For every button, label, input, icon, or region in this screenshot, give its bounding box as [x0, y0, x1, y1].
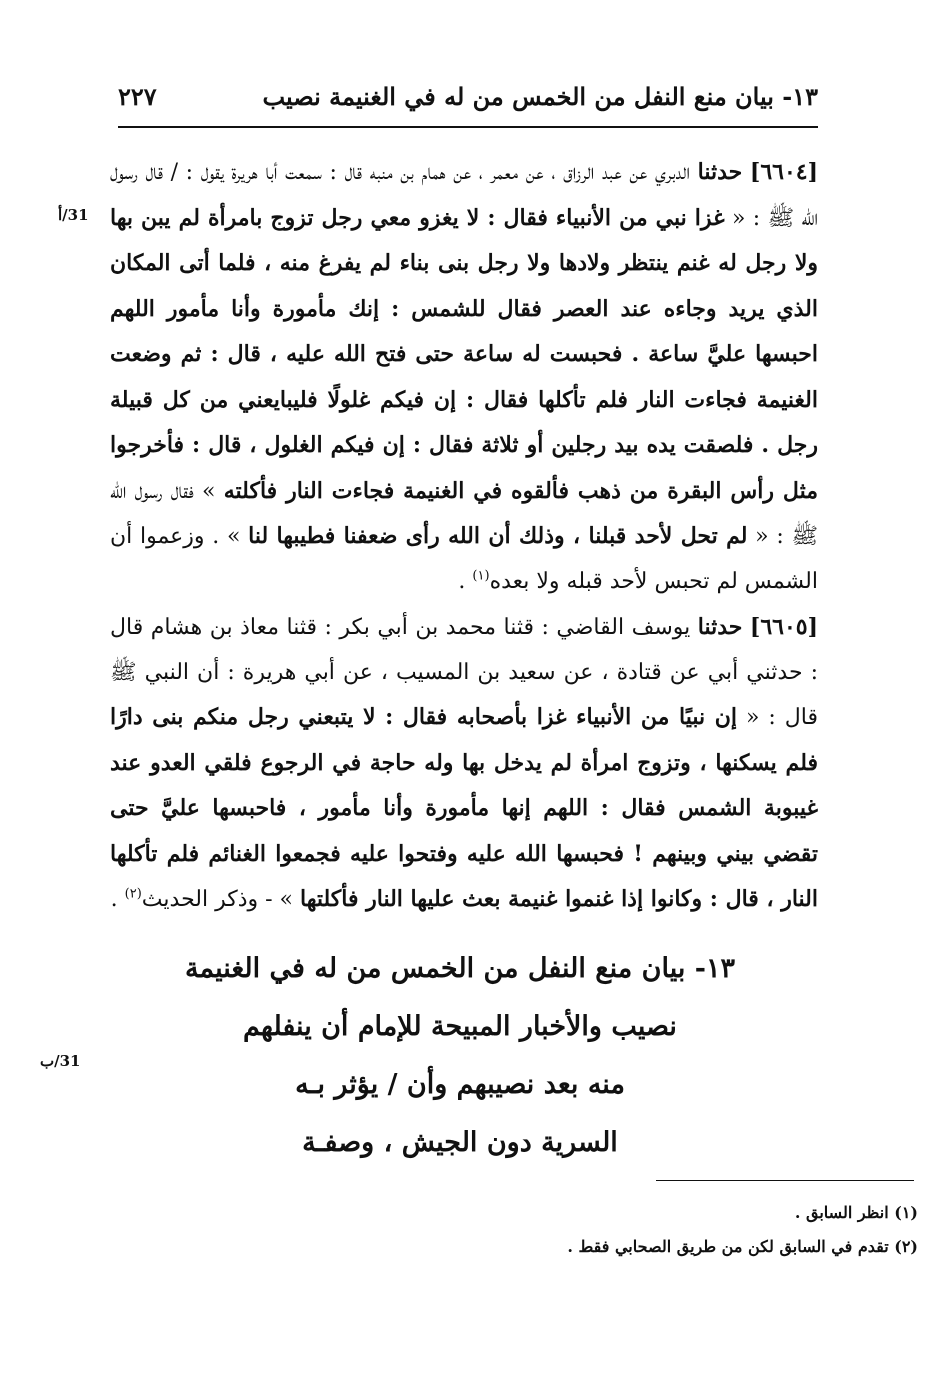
footnote-reference: (١): [472, 568, 490, 584]
hadith-intro: حدثنا: [697, 159, 743, 185]
hadith-tail: » - وذكر الحديث: [141, 887, 293, 912]
footnote-rule: [656, 1180, 914, 1181]
hadith-matn: غزا نبي من الأنبياء فقال : لا يغزو معي رجل تزوج بامرأة لم يبن بها ولا رجل له غنم ينتظر ولادها ولا رجل بنى بناء لم يفرغ منه ، فلما أتى المكان الذي يريد وجاءه عند العصر فقال للشمس : إنك مأمورة وأنا مأمور اللهم احبسها عليَّ ساعة . فحبست له ساعة حتى فتح الله عليه ، قال : ثم وضعت الغنيمة فجاءت النار فلم تأكلها فقال : إن فيكم غلولًا فليبايعني من كل قبيلة رجل . فلصقت يده بيد رجلين أو ثلاثة فقال : إن فيكم الغلول ، قال : فأخرجوا مثل رأس البقرة من ذهب فألقوه في الغنيمة فجاءت النار فأكلته: [110, 204, 818, 504]
hadith-6604: [110, 150, 818, 604]
chapter-heading-line: نصيب والأخبار المبيحة للإمام أن ينفلهم: [243, 1011, 677, 1042]
hadith-isnad: يوسف القاضي : قثنا محمد بن أبي بكر : قثنا معاذ بن هشام قال : حدثني أبي عن قتادة ، عن سعيد بن المسيب ، عن أبي هريرة : أن النبي ﷺ قال : «: [110, 615, 819, 730]
hadith-intro: حدثنا: [697, 614, 743, 640]
chapter-heading-line: ١٣- بيان منع النفل من الخمس من له في الغنيمة: [185, 953, 735, 984]
hadith-tail: » . وزعموا أن الشمس لم تحبس لأحد قبله ولا بعده: [110, 524, 818, 594]
margin-folio-note: 31/أ: [58, 206, 89, 224]
chapter-heading-line: منه بعد نصيبهم وأن / يؤثر بـه: [295, 1069, 625, 1100]
footnotes: [110, 1196, 918, 1264]
hadith-number: [٦٦٠٥]: [749, 614, 818, 640]
chapter-heading: [180, 940, 740, 1172]
chapter-heading-line: السرية دون الجيش ، وصفـة: [302, 1127, 618, 1158]
sentence-end: .: [110, 887, 125, 912]
page-number: ٢٢٧: [118, 82, 157, 111]
running-title: ١٣- بيان منع النفل من الخمس من له في الغنيمة نصيب: [262, 82, 818, 111]
hadith-matn: لم تحل لأحد قبلنا ، وذلك أن الله رأى ضعفنا فطيبها لنا: [248, 523, 748, 549]
sentence-end: .: [458, 568, 473, 594]
hadith-isnad: الدبري عن عبد الرزاق ، عن معمر ، عن همام بن منبه قال : سمعت أبا هريرة يقول : / قال رسول الله ﷺ : «: [110, 160, 818, 231]
hadith-connector: » فقال رسول الله ﷺ : «: [110, 478, 819, 549]
running-header: [118, 78, 818, 118]
main-text: [110, 150, 818, 923]
header-rule: [118, 126, 818, 128]
margin-folio-note: 31/ب: [40, 1052, 81, 1070]
hadith-6605: [110, 605, 818, 923]
hadith-matn: إن نبيًا من الأنبياء غزا بأصحابه فقال : لا يتبعني رجل منكم بنى دارًا فلم يسكنها ، وتزوج امرأة لم يدخل بها وله حاجة في الرجوع فلقي العدو عند غيبوبة الشمس فقال : اللهم إنها مأمورة وأنا مأمور ، فاحبسها عليَّ حتى تقضي بيني وبينهم ! فحبسها الله عليه وفتحوا عليه فجمعوا الغنائم فلم تأكلها النار ، قال : وكانوا إذا غنموا غنيمة بعث عليها النار فأكلتها: [110, 704, 818, 912]
footnote-reference: (٢): [124, 886, 142, 902]
hadith-number: [٦٦٠٤]: [749, 159, 818, 185]
footnote: (٢) تقدم في السابق لكن من طريق الصحابي فقط .: [567, 1237, 918, 1256]
footnote: (١) انظر السابق .: [794, 1203, 918, 1222]
